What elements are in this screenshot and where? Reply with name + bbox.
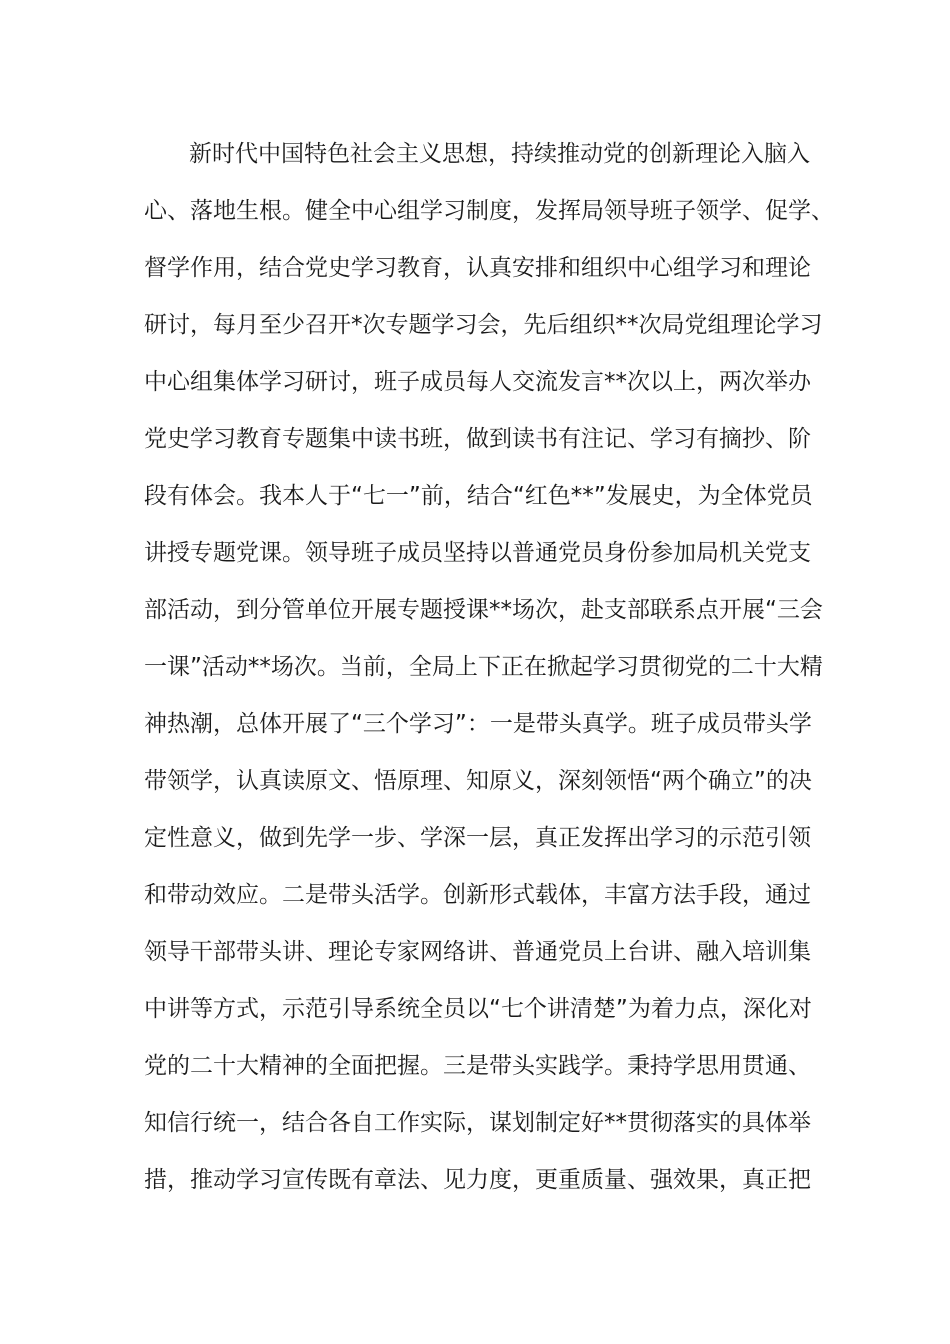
text-line: 部活动，到分管单位开展专题授课**场次，赴支部联系点开展“三会 [144,597,823,623]
text-line: 和带动效应。二是带头活学。创新形式载体，丰富方法手段，通过 [144,882,811,908]
text-line: 措，推动学习宣传既有章法、见力度，更重质量、强效果，真正把 [144,1167,811,1193]
text-line: 心、落地生根。健全中心组学习制度，发挥局领导班子领学、促学、 [144,198,834,224]
text-line: 定性意义，做到先学一步、学深一层，真正发挥出学习的示范引领 [144,825,811,851]
text-line: 神热潮，总体开展了“三个学习”：一是带头真学。班子成员带头学 [144,711,812,737]
text-line: 领导干部带头讲、理论专家网络讲、普通党员上台讲、融入培训集 [144,939,811,965]
text-line: 知信行统一，结合各自工作实际，谋划制定好**贯彻落实的具体举 [144,1110,811,1136]
text-line: 中讲等方式，示范引导系统全员以“七个讲清楚”为着力点，深化对 [144,996,812,1022]
text-line: 新时代中国特色社会主义思想，持续推动党的创新理论入脑入 [189,141,810,167]
text-line: 中心组集体学习研讨，班子成员每人交流发言**次以上，两次举办 [144,369,811,395]
text-line: 研讨，每月至少召开*次专题学习会，先后组织**次局党组理论学习 [144,312,823,338]
body-paragraph [144,131,834,1214]
text-line: 讲授专题党课。领导班子成员坚持以普通党员身份参加局机关党支 [144,540,811,566]
text-line: 段有体会。我本人于“七一”前，结合“红色**”发展史，为全体党员 [144,483,813,509]
text-line: 党史学习教育专题集中读书班，做到读书有注记、学习有摘抄、阶 [144,426,811,452]
text-line: 督学作用，结合党史学习教育，认真安排和组织中心组学习和理论 [144,255,811,281]
text-line: 一课”活动**场次。当前，全局上下正在掀起学习贯彻党的二十大精 [144,654,823,680]
text-line: 带领学，认真读原文、悟原理、知原义，深刻领悟“两个确立”的决 [144,768,812,794]
text-line: 党的二十大精神的全面把握。三是带头实践学。秉持学思用贯通、 [144,1053,811,1079]
